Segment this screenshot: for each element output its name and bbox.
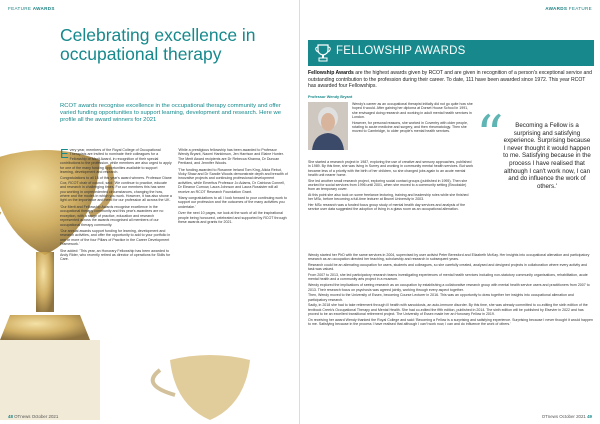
running-head-right bbox=[545, 6, 592, 11]
profile-text-middle bbox=[308, 160, 474, 213]
paragraph: Sadly, in 2018 she had to take retirement through ill health with sarcoidosis, an auto-immune disorder. By this time, she was already committed to co-editing the sixth edition of the textbook Creek's Occupational Therapy and Mental Health. She had co-edited the fifth edition, published in 2014. The sixth edition will be published by Elsevier in 2022 and has proved to be an excellent transitional retirement project. The University of Essex made her an Honorary Fellow in 2019. bbox=[308, 303, 588, 316]
article-column-1 bbox=[60, 148, 172, 264]
paragraph: On receiving her award Wendy thanked the Royal College and said: 'Becoming a Fellow is a surprising and satisfying experience. Surprising because I never thought it would happen to me. Satisfying because in the process I have realised that although I can't work now, I can and do influence the work of others.' bbox=[308, 317, 593, 327]
paragraph: Congratulations to all 16 of this year's award winners. Professor Diane Cox, RCOT chair of council, said: 'We continue to practice, educate and research in challenging times. For our members this has seen you working in unprecedented circumstances, changing the how, where and the modes in which you work. However, it has also shone a light on the importance and need for our profession all across the UK. bbox=[60, 176, 172, 203]
profile-text-top bbox=[352, 102, 474, 135]
running-head-left bbox=[8, 6, 55, 11]
running-head-section: FEATURE bbox=[568, 6, 592, 11]
paragraph: 'Our annual awards support funding for learning, development and research activities, and offer the opportunity to add to your portfolio in one or more of the four Pillars of Practice in the Career Development Framework.' bbox=[60, 228, 171, 247]
section-banner bbox=[308, 40, 594, 66]
banner-title: FELLOWSHIP AWARDS bbox=[336, 45, 466, 57]
paragraph: From 2007 to 2013, she led participatory research teams investigating experiences of mental health services including non-statutory community organisations, rehabilitation, acute mental health and a community arts project in a museum. bbox=[308, 273, 588, 282]
paragraph: 'Many congratulations to all. I look forward to your continuing work to support our profession and the outcomes of the many activities you undertake.' bbox=[178, 196, 287, 209]
running-head-section: FEATURE bbox=[8, 6, 32, 11]
trophy-cup-image bbox=[120, 350, 300, 424]
paragraph: She started a research project in 1987, exploring the use of creative and sensory approaches, published in 1989. By this time, she was living in Surrey and working in community mental health services. But work became less of a priority with the birth of her children, so she changed jobs again to an acute mental health unit nearer home. bbox=[308, 160, 474, 177]
drop-cap: E bbox=[60, 146, 69, 161]
profile-name: Professor Wendy Bryant bbox=[308, 95, 353, 99]
paragraph: She led another small research project, exploring social contact groups (published in 1995). Then she worked for social services from 1996 until 2001, when she moved to a community setting (Brookside) from an temporary cover. bbox=[308, 178, 468, 192]
intro-paragraph bbox=[308, 70, 594, 90]
folio-right bbox=[542, 414, 592, 419]
profile-text-bottom bbox=[308, 253, 594, 328]
paragraph: 'Our Merit and Fellowship Awards recognise excellence in the occupational therapy community and this year's awardees are no exception, with a range of practice, education and research represented across the awards recognised all members of our occupational therapy community. bbox=[60, 204, 164, 227]
paragraph: Every year, members of the Royal College of Occupational Therapists are invited to nominate their colleagues for a Fellowship or Merit Award, in recognition of their special contributions to the profession, while members are also urged to apply for one of the many funding opportunities available to support learning, development and research. bbox=[60, 146, 172, 175]
paragraph: Over the next 10 pages, we look at the work of all the inspirational people being honoured, celebrated and supported by RCOT through these awards and grants for 2021. bbox=[178, 211, 287, 225]
portrait-photo bbox=[308, 102, 348, 150]
intro-lead: Fellowship Awards bbox=[308, 70, 354, 76]
page-title: Celebrating excellence in occupational therapy bbox=[60, 25, 256, 64]
paragraph: Then, Wendy moved to the University of Essex, becoming Course Lecturer in 2016. This was an opportunity to draw together her insights into occupational alienation and participatory research. bbox=[308, 293, 574, 302]
issue-label: OTnews October 2021 bbox=[14, 414, 59, 419]
right-page bbox=[300, 0, 600, 424]
paragraph: Wendy started her PhD with the same services in 2004, supervised by user activist Peter Beresford and Elizabeth McKay. Her insights into occupational alienation and participatory research as an occupation directed her teaching, scholarship and research in subsequent years. bbox=[308, 253, 590, 262]
pull-quote bbox=[476, 104, 594, 212]
page-number: 49 bbox=[587, 414, 592, 419]
paragraph: However, for personal reasons, she worked in Coventry with older people, rotating to acute medicine and surgery, and then rheumatology. Then she moved to Cambridge, to older people's mental health services. bbox=[352, 120, 468, 134]
folio-left bbox=[8, 414, 58, 419]
running-head-label: AWARDS bbox=[545, 6, 568, 11]
running-head-label: AWARDS bbox=[32, 6, 55, 11]
paragraph: 'While a prestigious fellowship has been awarded to Professor Wendy Bryant, Naomi Hankinson, Jen Harrison and Elaine Hunter. The Merit Award recipients are Dr Rebecca Khanna, Dr Duncan Pentland, and Jennifer Woods. bbox=[178, 148, 284, 166]
intro-text: are the highest awards given by RCOT and are given in recognition of a person's exceptional service and outstanding contribution to the profession during their career. To date, 111 have been awarded since 1972. This year RCOT has awarded four Fellowships. bbox=[308, 70, 593, 90]
paragraph: Research could be an alienating occupation for users, students and colleagues, so she carefully created, analysed and designed projects in collaboration where every activity and task was valued. bbox=[308, 263, 587, 272]
paragraph: At this point she also took on some freelance lecturing, training and leadership roles while she finished her MSc, before becoming a full-time lecturer at Brunel University in 2003. bbox=[308, 192, 469, 202]
article-column-2 bbox=[178, 148, 288, 227]
issue-label: OTnews October 2021 bbox=[541, 414, 586, 419]
paragraph: Her MSc research was a funded focus group study of mental health day services and analysis of the service user data suggested the adoption of living in a glass room as an occupational alienation. bbox=[308, 203, 466, 212]
quote-mark-icon: “ bbox=[476, 104, 504, 167]
trophy-icon bbox=[315, 44, 331, 62]
paragraph: She added: 'This year, an Honorary Fellowship has been awarded to Andy Rider, who recently retired as director of operations for Skills for Care. bbox=[60, 248, 171, 262]
page-number: 48 bbox=[8, 414, 13, 419]
pull-quote-text: Becoming a Fellow is a surprising and satisfying experience. Surprising because I never thought it would happen to me. Satisfying because in the process I have realised that although I can't work now, I can and do influence the work of others.' bbox=[503, 122, 591, 190]
paragraph: Wendy's career as an occupational therapist initially did not go quite how she hoped it would. After gaining her diploma at Dorset House School in 1991, she envisaged doing research and working in adult mental health services in London. bbox=[352, 102, 473, 119]
paragraph: Wendy explored the implications of seeing research as an occupation by establishing a collaborative research group with mental health service users and practitioners from 2007 to 2013. Their research focus on psychosis was agreed jointly, working through every aspect together. bbox=[308, 283, 590, 292]
paragraph: 'The funding awarded to Rosanne Ireland Tom King, Alicia Rebut, Vicky Shaw and Dr Sandie Woods demonstrate depth and breadth of innovative projects and continuing professional development activities, while Emeritus Professor Jo Adams, Dr Catriona Connell, Dr Eleanor Curnow, Laura Johnson and Laura Rossister will all receive an RCOT Research Foundation Grant. bbox=[178, 167, 288, 194]
standfirst: RCOT awards recognise excellence in the occupational therapy community and offer varied funding opportunities to support learning, development and research. Here we profile all the award winners for 2021 bbox=[60, 103, 282, 124]
